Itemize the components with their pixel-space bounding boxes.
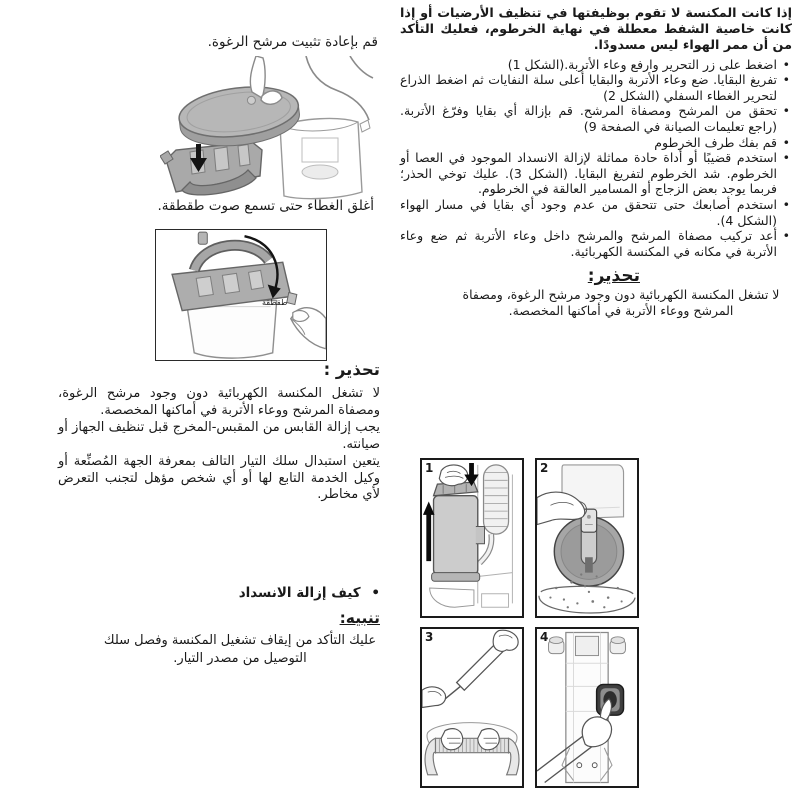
bullet-text: قم بفك طرف الخرطوم [654,134,777,150]
figure-panel-2 [535,458,639,618]
main-text-column [400,6,792,319]
caption-close-lid: أغلق الغطاء حتى تسمع صوت طقطقة. [157,198,374,214]
lid-click-illustration [156,230,326,360]
warning-heading-left: تحذير : [323,360,380,379]
list-item [400,103,792,134]
bullet-text: تحقق من المرشح ومصفاة المرشح. قم بإزالة أي بقايا وفرّغ الأتربة. (راجع تعليمات الصيانة في الصفحة 9) [400,103,777,134]
filter-placement-illustration [160,56,375,202]
bullet-list [400,57,792,260]
bullet-marker: • [782,72,790,88]
rod-in-hose-illustration [422,629,522,786]
figure-panel-1 [420,458,524,618]
panel-number: 4 [540,630,549,644]
figure-panel-3 [420,627,524,788]
empty-dust-cup-illustration [537,460,637,616]
warning-paragraph: لا تشغل المكنسة الكهربائية دون وجود مرشح الرغوة، ومصفاة المرشح ووعاء الأتربة في أماكنها المخصصة. [58,386,380,418]
warning-heading-right: تحذير: [587,266,640,287]
up-arrow-icon [423,501,435,561]
caption-refit-foam-filter: قم بإعادة تثبيت مرشح الرغوة. [207,34,378,50]
warning-text-right: لا تشغل المكنسة الكهربائية دون وجود مرشح الرغوة، ومصفاة المرشح ووعاء الأتربة في أماكنها المخصصة. [462,287,780,318]
list-item [400,197,792,228]
note-text: عليك التأكد من إيقاف تشغيل المكنسة وفصل سلك التوصيل من مصدر التيار. [103,633,377,666]
panel-number: 3 [425,630,434,644]
lift-dust-cup-illustration [422,460,522,616]
howto-unblock-text: كيف إزالة الانسداد [238,585,361,601]
figure-panel-4 [535,627,639,788]
finger [250,56,265,98]
list-item [400,150,792,197]
note-heading: تنبيه: [339,609,380,627]
warning-paragraph: يجب إزالة القابس من المقبس-المخرج قبل تنظيف الجهاز أو صيانته. [58,419,380,452]
figure-grid [420,458,639,788]
bullet-marker: • [782,103,790,119]
bullet-marker: • [782,56,790,72]
intro-paragraph: إذا كانت المكنسة لا تقوم بوظيفتها في تنظيف الأرضيات أو إذا كانت خاصية الشفط معطلة في نهاية الخرطوم، فعليك التأكد من أن ممر الهواء ليس مسدودًا. [400,6,792,54]
list-item [400,135,792,151]
bullet-text: استخدم أصابعك حتى تتحقق من عدم وجود أي بقايا في مسار الهواء (الشكل 4). [400,196,777,228]
list-item [400,57,792,73]
bullet-marker: • [782,150,790,166]
hand-grip [439,465,467,486]
bullet-marker: • [782,134,790,150]
hand-top [493,630,518,651]
bullet-marker: • [782,196,790,212]
list-item [400,72,792,103]
bullet-marker: • [782,228,790,244]
list-item [400,228,792,259]
hand-left [422,687,446,708]
bullet-text: استخدم قضيبًا أو أداة حادة مماثلة لإزالة الانسداد الموجود في العصا أو الخرطوم. شد الخرطوم لتفريغ البقايا. (الشكل 3). عليك توخي الحذر؛ فربما يوجد بعض الزجاج أو المسامير العالقة في الخرطوم. [400,150,777,197]
panel-number: 1 [425,461,434,475]
warning-paragraph: يتعين استبدال سلك التيار التالف بمعرفة الجهة المُصنِّعة أو وكيل الخدمة التابع لها أو أي شخص مؤهل لتجنب التعرض لأي مخاطر. [58,453,380,503]
dust-cup [186,301,277,359]
bullet-text: اضغط على زر التحرير وارفع وعاء الأتربة.(الشكل 1) [507,56,777,72]
bullet-text: تفريغ البقايا. ضع وعاء الأتربة والبقايا أعلى سلة النفايات ثم اضغط الذراع لتحرير الغطاء السفلي (الشكل 2) [400,72,777,103]
bullet-marker: • [371,585,380,601]
warning-paragraphs [58,386,380,504]
panel-number: 2 [540,461,549,475]
howto-unblock-heading [58,585,380,601]
check-air-path-illustration [537,629,637,786]
bullet-text: أعد تركيب مصفاة المرشح والمرشح داخل وعاء الأتربة ثم ضع وعاء الأتربة في مكانه في المكنسة الكهربائية. [400,228,777,259]
click-sound-label: طقطقة [262,298,288,307]
lid-click-illustration-box [155,229,327,361]
hand-grip-right [478,729,500,750]
hand-grip-left [441,729,463,750]
latch [287,292,297,304]
